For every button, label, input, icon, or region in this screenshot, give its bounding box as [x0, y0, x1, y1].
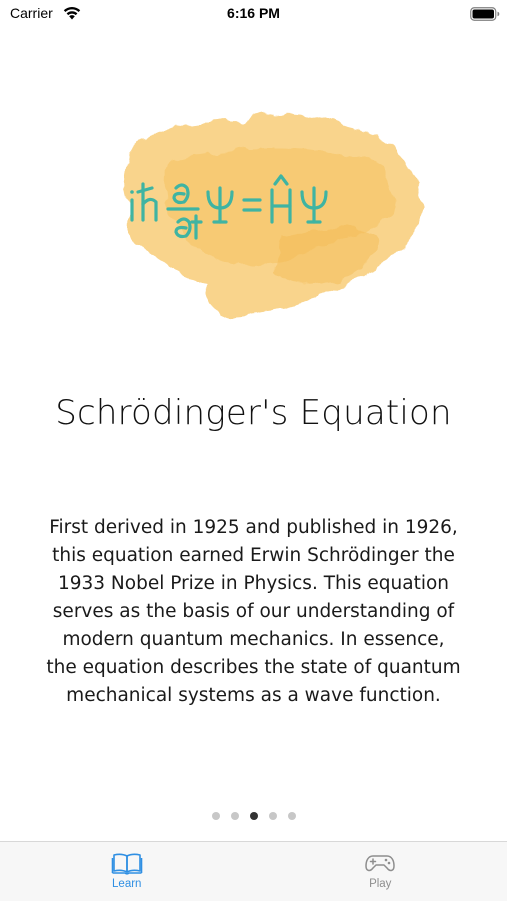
- tab-learn[interactable]: [0, 842, 254, 901]
- tab-learn-label: Learn: [112, 878, 141, 890]
- status-bar: [0, 0, 507, 30]
- page-dot-3[interactable]: [250, 812, 258, 820]
- page-dot-4[interactable]: [269, 812, 277, 820]
- status-time: 6:16 PM: [0, 5, 507, 21]
- page-control[interactable]: [0, 812, 507, 820]
- battery-icon: [470, 7, 500, 21]
- page-dot-2[interactable]: [231, 812, 239, 820]
- page-title: Schrödinger's Equation: [0, 393, 507, 433]
- tab-play[interactable]: [254, 842, 507, 901]
- page-dot-5[interactable]: [288, 812, 296, 820]
- equation-illustration: [110, 100, 430, 330]
- book-icon: [111, 851, 143, 875]
- carrier-label: Carrier: [10, 5, 53, 21]
- page-description: First derived in 1925 and published in 1926, this equation earned Erwin Schrödinger the 1933 Nobel Prize in Physics. This equation serves as the basis of our understanding of modern quantum mechanics. In essence, the equation describes the state of quantum mechanical systems as a wave function.: [45, 514, 462, 710]
- page-dot-1[interactable]: [212, 812, 220, 820]
- tab-bar: [0, 841, 507, 901]
- gamepad-icon: [364, 851, 396, 875]
- tab-play-label: Play: [369, 878, 391, 890]
